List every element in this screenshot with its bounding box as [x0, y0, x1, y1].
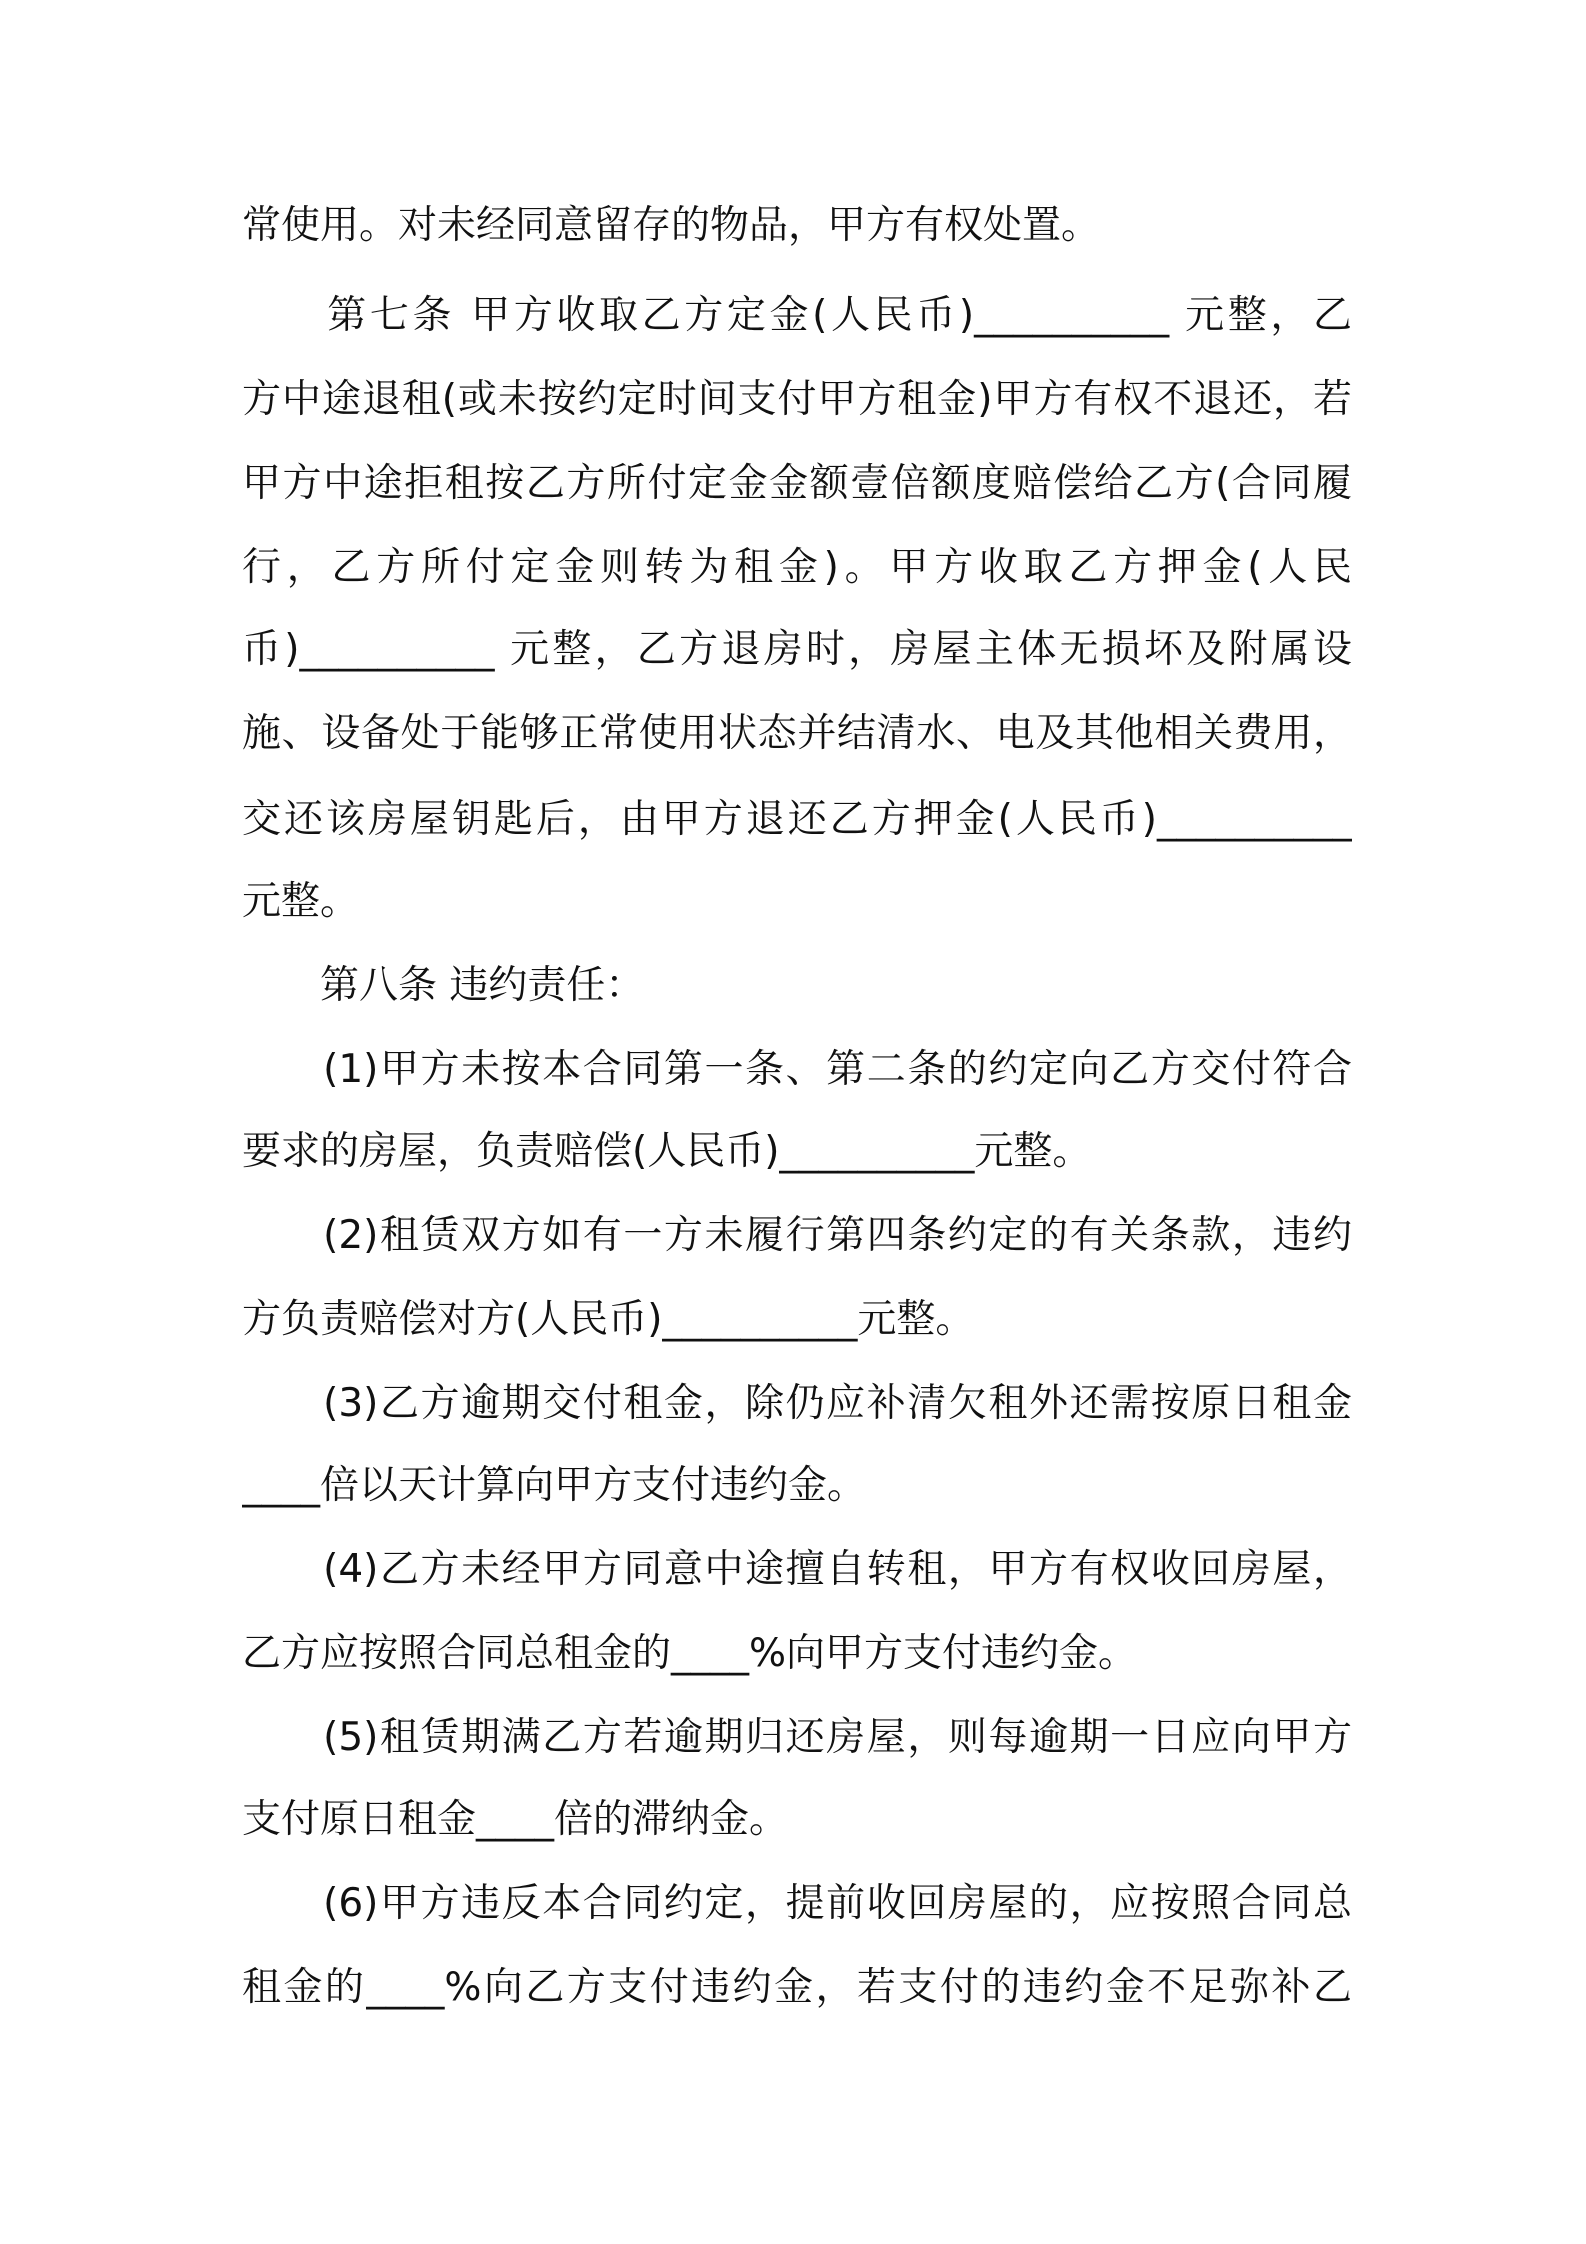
text-line-1: 常使用。对未经同意留存的物品，甲方有权处置。	[242, 203, 1101, 248]
text-line-8: 交还该房屋钥匙后，由甲方退还乙方押金(人民币)__________	[242, 797, 1352, 842]
text-line-20: 支付原日租金____倍的滞纳金。	[242, 1797, 789, 1842]
text-line-16: ____倍以天计算向甲方支付违约金。	[242, 1463, 867, 1508]
text-line-4: 甲方中途拒租按乙方所付定金金额壹倍额度赔偿给乙方(合同履	[242, 461, 1352, 506]
text-line-3: 方中途退租(或未按约定时间支付甲方租金)甲方有权不退还，若	[242, 377, 1352, 422]
text-line-18: 乙方应按照合同总租金的____%向甲方支付违约金。	[242, 1631, 1138, 1676]
text-line-6: 币)__________ 元整，乙方退房时，房屋主体无损坏及附属设	[242, 627, 1352, 672]
text-line-14: 方负责赔偿对方(人民币)__________元整。	[242, 1297, 975, 1342]
text-line-19: (5)租赁期满乙方若逾期归还房屋，则每逾期一日应向甲方	[242, 1715, 1352, 1760]
text-line-15: (3)乙方逾期交付租金，除仍应补清欠租外还需按原日租金	[242, 1381, 1352, 1426]
text-line-9: 元整。	[242, 879, 360, 924]
text-line-10: 第八条 违约责任：	[242, 963, 645, 1008]
text-line-13: (2)租赁双方如有一方未履行第四条约定的有关条款，违约	[242, 1213, 1352, 1258]
text-line-17: (4)乙方未经甲方同意中途擅自转租，甲方有权收回房屋，	[242, 1547, 1352, 1592]
text-line-11: (1)甲方未按本合同第一条、第二条的约定向乙方交付符合	[242, 1047, 1352, 1092]
text-line-12: 要求的房屋，负责赔偿(人民币)__________元整。	[242, 1129, 1092, 1174]
text-line-7: 施、设备处于能够正常使用状态并结清水、电及其他相关费用，	[242, 711, 1352, 756]
text-line-5: 行，乙方所付定金则转为租金)。甲方收取乙方押金(人民	[242, 545, 1352, 590]
text-line-21: (6)甲方违反本合同约定，提前收回房屋的，应按照合同总	[242, 1881, 1352, 1926]
text-line-22: 租金的____%向乙方支付违约金，若支付的违约金不足弥补乙	[242, 1965, 1352, 2010]
text-line-2: 第七条 甲方收取乙方定金(人民币)__________ 元整，乙	[242, 293, 1352, 338]
